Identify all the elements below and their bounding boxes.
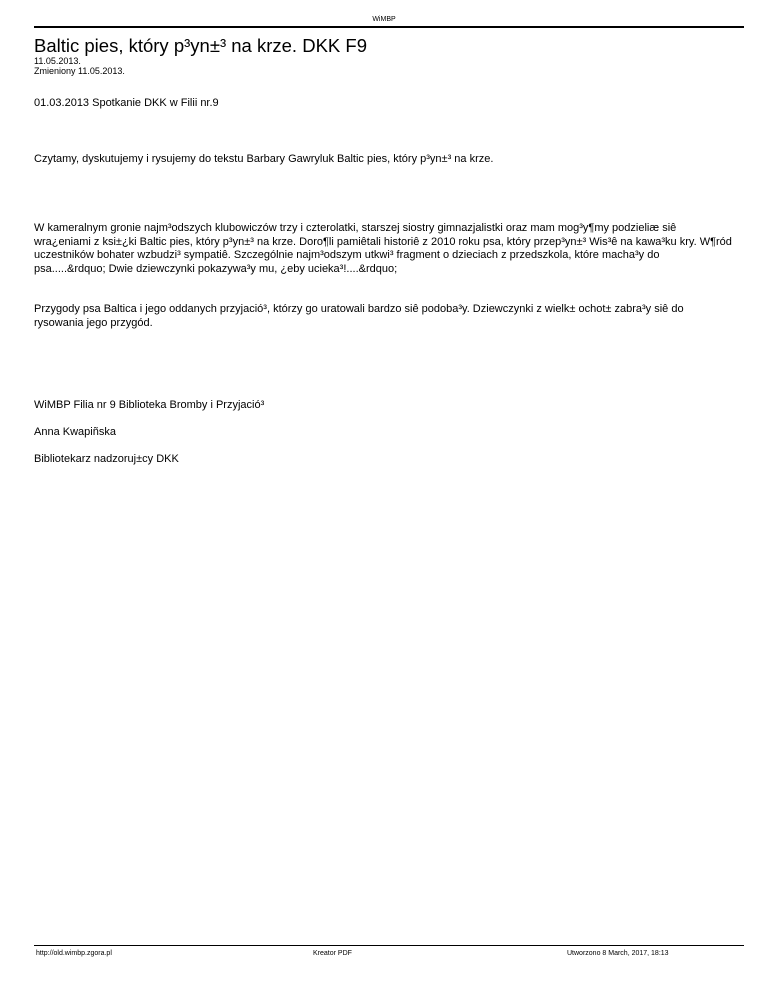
article-title: Baltic pies, który p³yn±³ na krze. DKK F9 [34, 35, 367, 56]
created-date: 11.05.2013. [34, 56, 81, 66]
intro-paragraph: Czytamy, dyskutujemy i rysujemy do tekstu Barbary Gawryluk Baltic pies, który p³yn±³ na krze. [34, 153, 494, 165]
footer-url: http://old.wimbp.zgora.pl [36, 950, 112, 957]
modified-date: Zmieniony 11.05.2013. [34, 66, 125, 76]
site-header-label: WiMBP [372, 16, 396, 23]
top-divider [34, 26, 744, 28]
meeting-heading: 01.03.2013 Spotkanie DKK w Filii nr.9 [34, 97, 219, 109]
footer-generator: Kreator PDF [313, 950, 352, 957]
signature-role: Bibliotekarz nadzoruj±cy DKK [34, 453, 179, 465]
footer-divider [34, 945, 744, 946]
footer-created-at: Utworzono 8 March, 2017, 18:13 [567, 950, 669, 957]
body-paragraph-2: Przygody psa Baltica i jego oddanych przyjació³, którzy go uratowali bardzo siê podoba³y. Dziewczynki z wielk± ochot± zabra³y siê do rysowania jego przygód. [34, 303, 684, 329]
body-paragraph-1: W kameralnym gronie najm³odszych klubowiczów trzy i czterolatki, starszej siostry gimnazjalistki oraz mam mog³y¶my podzieliæ siê wra¿eniami z ksi±¿ki Baltic pies, który p³yn±³ na krze. Doro¶li pamiêtali historiê z 2010 roku psa, który przep³yn±³ Wis³ê na kawa³ku kry. W¶ród uczestników bohater wzbudzi³ sympatiê. Szczególnie najm³odszym utkwi³ fragment o dzieciach z przedszkola, które macha³y do psa.....&rdquo; Dwie dziewczynki pokazywa³y mu, ¿eby ucieka³!....&rdquo; [34, 222, 732, 275]
signature-name: Anna Kwapiñska [34, 426, 116, 438]
signature-library: WiMBP Filia nr 9 Biblioteka Bromby i Przyjació³ [34, 399, 265, 411]
